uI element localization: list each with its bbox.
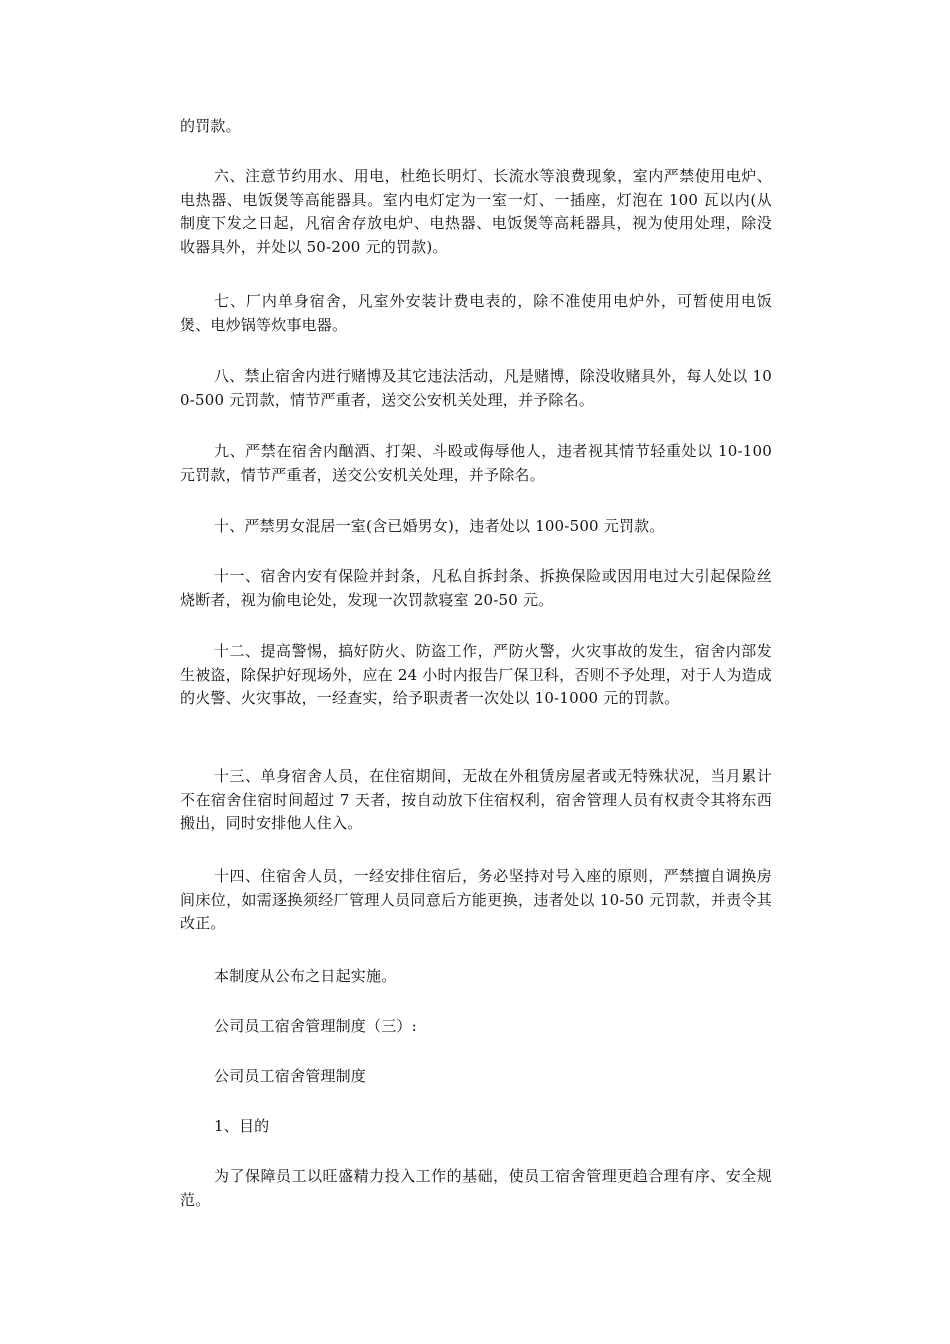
paragraph-rule-14: 十四、住宿舍人员，一经安排住宿后，务必坚持对号入座的原则，严禁擅自调换房间床位，如需逐换须经厂管理人员同意后方能更换，违者处以 10-50 元罚款，并责令其改正。 [180, 867, 772, 932]
paragraph-effective-date: 本制度从公布之日起实施。 [214, 967, 397, 985]
paragraph-rule-7: 七、厂内单身宿舍，凡室外安装计费电表的，除不准使用电炉外，可暂使用电饭煲、电炒锅等炊事电器。 [180, 292, 772, 334]
paragraph-rule-13: 十三、单身宿舍人员，在住宿期间，无故在外租赁房屋者或无特殊状况，当月累计不在宿舍住宿时间超过 7 天者，按自动放下住宿权利，宿舍管理人员有权责令其将东西搬出，同时安排他人住入。 [180, 767, 772, 832]
paragraph-rule-9: 九、严禁在宿舍内酗酒、打架、斗殴或侮辱他人，违者视其情节轻重处以 10-100 元罚款，情节严重者，送交公安机关处理，并予除名。 [180, 442, 772, 484]
paragraph-section-title: 公司员工宿舍管理制度（三）: [214, 1017, 417, 1035]
paragraph-rule-8: 八、禁止宿舍内进行赌博及其它违法活动，凡是赌博，除没收赌具外，每人处以 100-500 元罚款，情节严重者，送交公安机关处理，并予除名。 [180, 367, 772, 409]
paragraph-rule-10: 十、严禁男女混居一室(含已婚男女)，违者处以 100-500 元罚款。 [214, 517, 665, 535]
paragraph-rule-6: 六、注意节约用水、用电，杜绝长明灯、长流水等浪费现象，室内严禁使用电炉、电热器、电饭煲等高能器具。室内电灯定为一室一灯、一插座，灯泡在 100 瓦以内(从制度下发之日起，凡宿舍存放电炉、电热器、电饭煲等高耗器具，视为使用处理，除没收器具外，并处以 50-200 元的罚款)。 [180, 167, 772, 256]
paragraph-fine-tail: 的罚款。 [180, 117, 241, 135]
paragraph-purpose-body: 为了保障员工以旺盛精力投入工作的基础，使员工宿舍管理更趋合理有序、安全规范。 [180, 1167, 772, 1209]
paragraph-rule-12: 十二、提高警惕，搞好防火、防盗工作，严防火警，火灾事故的发生，宿舍内部发生被盗，除保护好现场外，应在 24 小时内报告厂保卫科，否则不予处理，对于人为造成的火警、火灾事故，一经查实，给予职责者一次处以 10-1000 元的罚款。 [180, 642, 772, 707]
paragraph-purpose-heading: 1、目的 [214, 1117, 270, 1135]
paragraph-rule-11: 十一、宿舍内安有保险并封条，凡私自拆封条、拆换保险或因用电过大引起保险丝烧断者，视为偷电论处，发现一次罚款寝室 20-50 元。 [180, 567, 772, 609]
paragraph-doc-title: 公司员工宿舍管理制度 [214, 1067, 367, 1085]
